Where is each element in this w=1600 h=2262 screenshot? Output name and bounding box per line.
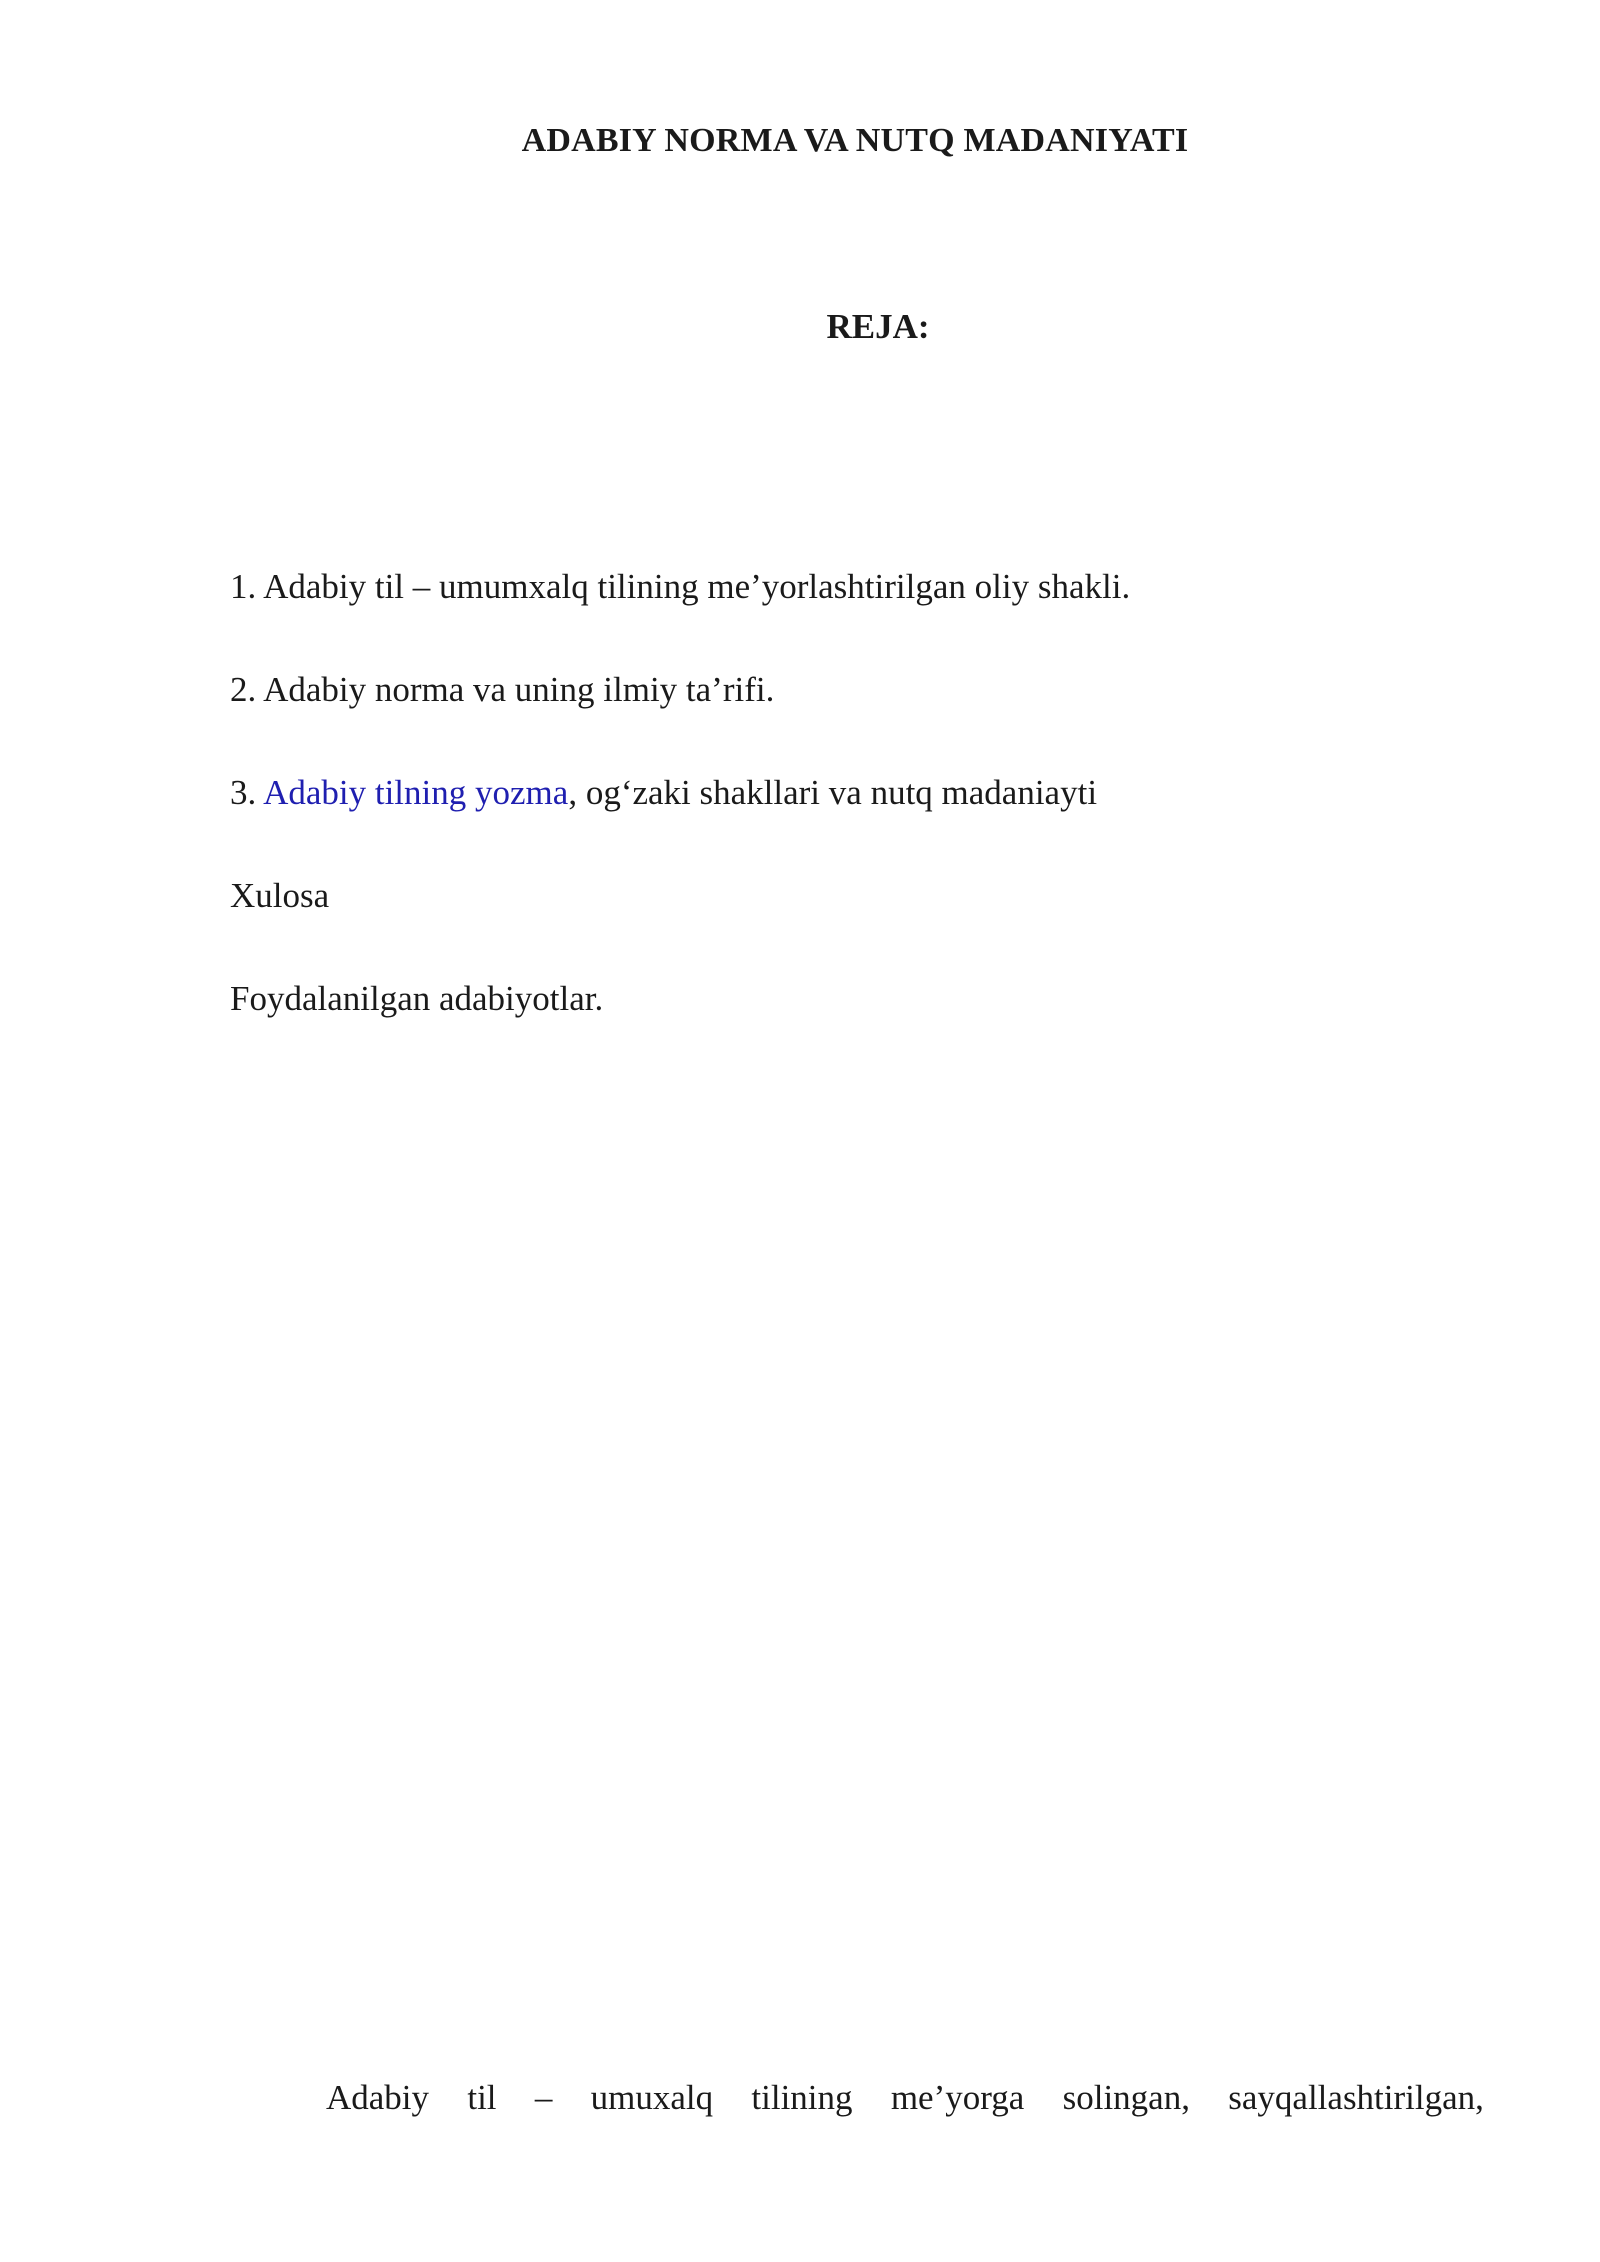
body-word: umuxalq [590,2078,714,2117]
plan-item-3-rest: , og‘zaki shakllari va nutq madaniayti [568,773,1098,812]
body-word: tilining [751,2078,853,2117]
plan-heading: REJA: [826,307,930,346]
plan-list [230,567,1130,1082]
plan-item-references: Foydalanilgan adabiyotlar. [230,979,604,1018]
body-word: til [467,2078,497,2117]
plan-item-1: 1. Adabiy til – umumxalq tilining me’yorlashtirilgan oliy shakli. [230,567,1131,606]
body-word: Adabiy [326,2078,430,2117]
plan-item-3-link[interactable]: Adabiy tilning yozma [263,773,569,812]
body-word: me’yorga [890,2078,1025,2117]
plan-item-3 [230,773,1130,876]
body-paragraph [326,2078,1484,2118]
plan-item-2: 2. Adabiy norma va uning ilmiy ta’rifi. [230,670,775,709]
body-word: sayqallashtirilgan, [1228,2078,1484,2117]
plan-item-conclusion: Xulosa [230,876,330,915]
document-title: ADABIY NORMA VA NUTQ MADANIYATI [521,122,1189,159]
body-word: – [534,2078,553,2117]
body-word: solingan, [1062,2078,1190,2117]
plan-item-3-number: 3. [230,773,264,812]
